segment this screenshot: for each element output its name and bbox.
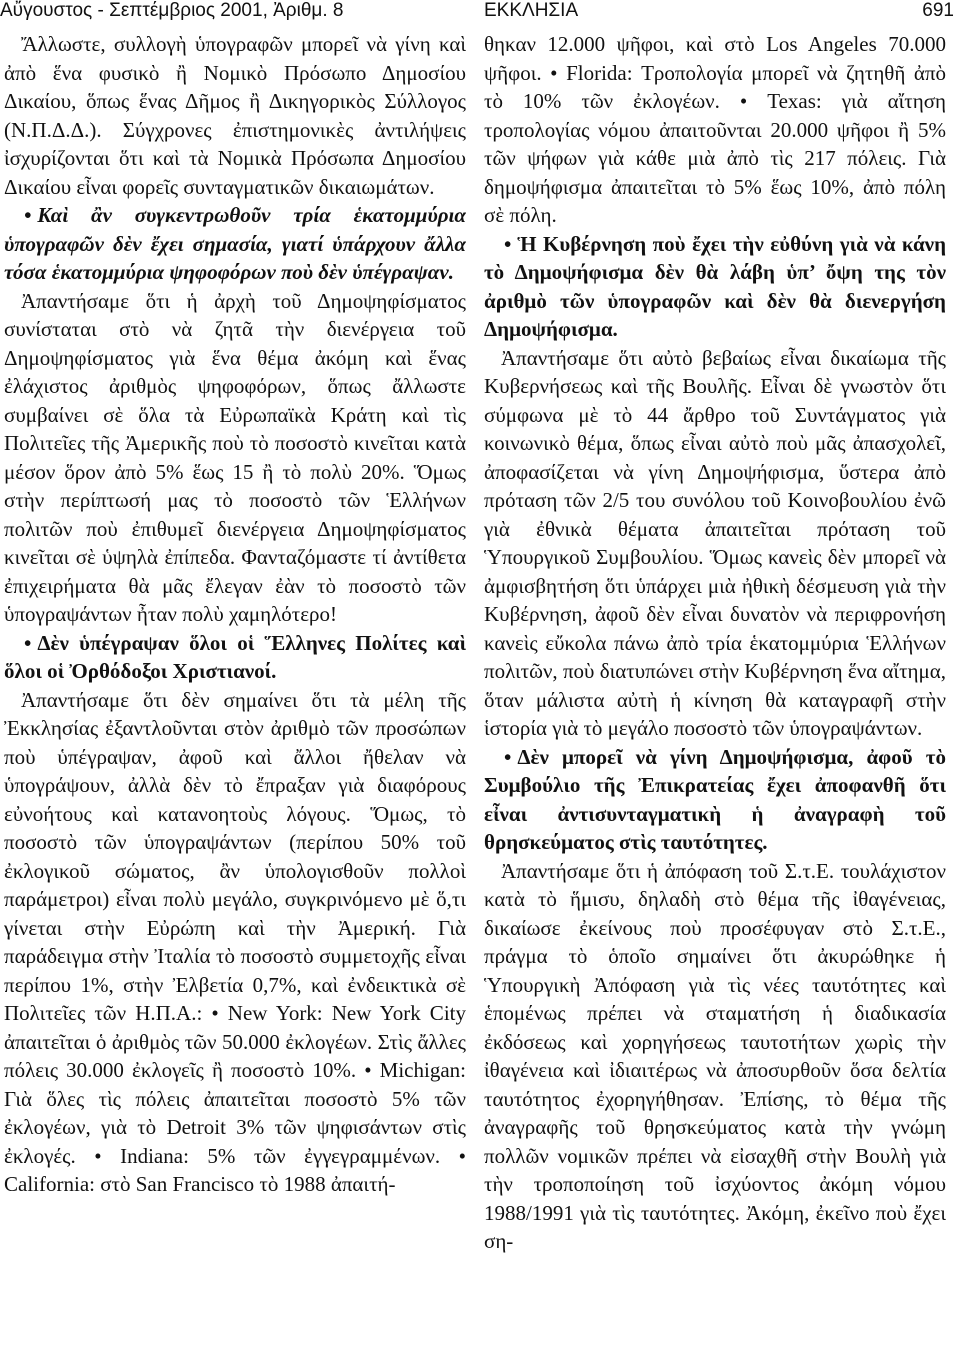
page-number: 691: [922, 0, 954, 21]
bullet-icon: •: [24, 630, 32, 655]
left-question-1: [4, 201, 466, 287]
right-question-1: [484, 230, 946, 344]
right-paragraph-3: Ἀπαντήσαμε ὅτι ἡ ἀπόφαση τοῦ Σ.τ.Ε. τουλάχιστον κατὰ τὸ ἥμισυ, δηλαδὴ στὸ θέμα τῆς ἰθαγένειας, δικαίωσε ἐκείνους ποὺ προσέφυγαν στὸ Σ.τ.Ε., πράγμα τὸ ὁποῖο σημαίνει ὅτι ἀκυρώθηκε ἡ Ὑπουργικὴ Ἀπόφαση γιὰ τὶς νέες ταυτότητες καὶ ἑπομένως πρέπει νὰ σταματήση ἡ διαδικασία ἐκδόσεως καὶ χορηγήσεως ταυτοτήτων χωρὶς τὴν ἰθαγένεια καὶ ἰδιαιτέρως νὰ ἀποσυρθοῦν ὅσα δελτία ταυτότητος ἐχορηγήθησαν. Ἐπίσης, τὸ θέμα τῆς ἀναγραφῆς τοῦ θρησκεύματος κατὰ τὴν γνώμη πολλῶν νομικῶν πρέπει νὰ εἰσαχθῆ στὴν Βουλὴ γιὰ τὴν τροποποίηση τοῦ ἰσχύοντος ἀκόμη νόμου 1988/1991 γιὰ τὶς ταυτότητες. Ἀκόμη, ἐκεῖνο ποὺ ἔχει ση-: [484, 858, 946, 1253]
right-question-2: [484, 743, 946, 857]
bullet-icon: •: [24, 203, 32, 227]
page-header: [0, 0, 960, 26]
right-paragraph-1: θηκαν 12.000 ψῆφοι, καὶ στὸ Los Angeles 70.000 ψῆφοι. • Florida: Τροπολογία μπορεῖ νὰ ζητηθῆ ἀπὸ τὸ 10% τῶν ἐκλογέων. • Texas: γιὰ αἴτηση τροπολογίας νόμου ἀπαιτοῦνται 20.000 ψῆφοι ἢ 5% τῶν ψήφων γιὰ κάθε μιὰ ἀπὸ τὶς 217 πόλεις. Γιὰ δημοψήφισμα ἀπαιτεῖται τὸ 5% ἕως 10%, ἀπὸ πόλη σὲ πόλη.: [484, 32, 946, 227]
left-paragraph-3b: New York: New York City ἀπαιτεῖται ὁ ἀριθμὸς τῶν 50.000 ἐκλογέων. Στὶς ἄλλες πόλεις 30.000 ἐκλογεῖς ἢ ποσοστὸ 10%. • Michigan: Γιὰ ὅλες τὶς πόλεις ἀπαιτεῖται ποσοστὸ 5% τῶν ἐκλογέων, γιὰ τὸ Detroit 3% τῶν ψηφισάντων στὶς ἐκλογές. • Indiana: 5% τῶν ἐγγεγραμμένων. • California: στὸ San Francisco τὸ 1988 ἀπαιτή-: [4, 1001, 466, 1196]
right-question-2-text: Δὲν μπορεῖ νὰ γίνη Δημοψήφισμα, ἀφοῦ τὸ Συμβούλιο τῆς Ἐπικρατείας ἔχει ἀποφανθῆ ὅτι εἶναι ἀντισυνταγματικὴ ἡ ἀναγραφὴ τοῦ θρησκεύματος στὶς ταυτότητες.: [484, 744, 946, 854]
right-question-1-text: Ἡ Κυβέρνηση ποὺ ἔχει τὴν εὐθύνη γιὰ νὰ κάνη τὸ Δημοψήφισμα δὲν θὰ λάβη ὑπ’ ὄψη της τὸν ἀριθμὸ τῶν ὑπογραφῶν καὶ δὲν θὰ διενεργήση Δημοψήφισμα.: [484, 231, 946, 341]
right-column: [484, 30, 946, 1348]
left-paragraph-3: Ἀπαντήσαμε ὅτι δὲν σημαίνει ὅτι τὰ μέλη τῆς Ἐκκλησίας ἐξαντλοῦνται στὸν ἀριθμὸ τῶν προσώπων ποὺ ὑπέγραψαν, ἀφοῦ καὶ ἄλλοι ἤθελαν νὰ ὑπογράψουν, ἀλλὰ δὲν τὸ ἔπραξαν γιὰ διαφόρους εὐνοήτους καὶ κατανοητοὺς λόγους. Ὅμως, τὸ ποσοστὸ τῶν ὑπογραψάντων (περίπου 50% τοῦ ἐκλογικοῦ σώματος, ἂν ὑπολογισθοῦν πολλοὶ παράμετροι) εἶναι πολὺ μεγάλο, συγκρινόμενο μὲ ὅ,τι γίνεται στὴν Εὐρώπη καὶ τὴν Ἀμερική. Γιὰ παράδειγμα στὴν Ἰταλία τὸ ποσοστὸ συμμετοχῆς εἶναι περίπου 1%, στὴν Ἐλβετία 0,7%, καὶ ἐνδεικτικὰ σὲ Πολιτεῖες τῶν Η.Π.Α.: • New York: New York City ἀπαιτεῖται ὁ ἀριθμὸς τῶν 50.000 ἐκλογέων. Στὶς ἄλλες πόλεις 30.000 ἐκλογεῖς ἢ ποσοστὸ 10%. • Michigan: Γιὰ ὅλες τὶς πόλεις ἀπαιτεῖται ποσοστὸ 5% τῶν ἐκλογέων, γιὰ τὸ Detroit 3% τῶν ψηφισάντων στὶς ἐκλογές. • Indiana: 5% τῶν ἐγγεγραμμένων. • California: στὸ San Francisco τὸ 1988 ἀπαιτή-: [4, 687, 466, 1196]
right-paragraph-2: Ἀπαντήσαμε ὅτι αὐτὸ βεβαίως εἶναι δικαίωμα τῆς Κυβερνήσεως καὶ τῆς Βουλῆς. Εἶναι δὲ γνωστὸν ὅτι σύμφωνα μὲ τὸ 44 ἄρθρο τοῦ Συντάγματος γιὰ κοινωνικὸ θέμα, ὅπως εἶναι αὐτὸ ποὺ μᾶς ἀπασχολεῖ, ἀποφασίζεται νὰ γίνη Δημοψήφισμα, ὕστερα ἀπὸ πρόταση τῶν 2/5 του συνόλου τοῦ Κοινοβουλίου ἐνῶ γιὰ ἐθνικὰ θέματα ἀπαιτεῖται πρόταση τοῦ Ὑπουργικοῦ Συμβουλίου. Ὅμως κανεὶς δὲν μπορεῖ νὰ ἀμφισβητήση ὅτι ὑπάρχει μιὰ ἠθικὴ δέσμευση γιὰ τὴν Κυβέρνηση, ἀφοῦ δὲν εἶναι δυνατὸν νὰ περιφρονήση κανεὶς εὔκολα πάνω ἀπὸ τρία ἑκατομμύρια Ἑλλήνων πολιτῶν, ποὺ διατυπώνει στὴν Κυβέρνηση ἕνα αἴτημα, ὅταν μάλιστα αὐτὴ ἡ κίνηση θὰ καταγραφῆ στὴν ἱστορία γιὰ τὸ μεγάλο ποσοστὸ τῶν ὑπογραψάντων.: [484, 345, 946, 740]
bullet-icon: •: [504, 744, 512, 769]
publication-title: ΕΚΚΛΗΣΙΑ: [484, 0, 579, 21]
left-question-2-text: Δὲν ὑπέγραψαν ὅλοι οἱ Ἕλληνες Πολίτες καὶ ὅλοι οἱ Ὀρθόδοξοι Χριστιανοί.: [4, 630, 466, 683]
left-paragraph-3a: Ἀπαντήσαμε ὅτι δὲν σημαίνει ὅτι τὰ μέλη τῆς Ἐκκλησίας ἐξαντλοῦνται στὸν ἀριθμὸ τῶν προσώπων ποὺ ὑπέγραψαν, ἀφοῦ καὶ ἄλλοι ἤθελαν νὰ ὑπογράψουν, ἀλλὰ δὲν τὸ ἔπραξαν γιὰ διαφόρους εὐνοήτους καὶ κατανοητοὺς λόγους. Ὅμως, τὸ ποσοστὸ τῶν ὑπογραψάντων (περίπου 50% τοῦ ἐκλογικοῦ σώματος, ἂν ὑπολογισθοῦν πολλοὶ παράμετροι) εἶναι πολὺ μεγάλο, συγκρινόμενο μὲ ὅ,τι γίνεται στὴν Εὐρώπη καὶ τὴν Ἀμερική. Γιὰ παράδειγμα στὴν Ἰταλία τὸ ποσοστὸ συμμετοχῆς εἶναι περίπου 1%, στὴν Ἐλβετία 0,7%, καὶ ἐνδεικτικὰ σὲ Πολιτεῖες τῶν Η.Π.Α.:: [4, 687, 466, 1025]
left-paragraph-2: Ἀπαντήσαμε ὅτι ἡ ἀρχὴ τοῦ Δημοψηφίσματος συνίσταται στὸ νὰ ζητᾶ τὴν διενέργεια τοῦ Δημοψηφίσματος γιὰ ἕνα θέμα ἀκόμη καὶ ἕνας ἐλάχιστος ἀριθμὸς ψηφοφόρων, ὅπως ἄλλωστε συμβαίνει σὲ ὅλα τὰ Εὐρωπαϊκὰ Κράτη καὶ τὶς Πολιτεῖες τῆς Ἀμερικῆς ποὺ τὸ ποσοστὸ κινεῖται κατὰ μέσον ὅρον ἀπὸ 5% ἕως 15 ἢ τὸ πολὺ 20%. Ὅμως στὴν περίπτωσή μας τὸ ποσοστὸ τῶν Ἑλλήνων πολιτῶν ποὺ ἐπιθυμεῖ διενέργεια Δημοψηφίσματος κινεῖται σὲ ὑψηλὰ ἐπίπεδα. Φανταζόμαστε τί ἀντίθετα ἐπιχειρήματα θὰ μᾶς ἔλεγαν ἐὰν τὸ ποσοστὸ τῶν ὑπογραψάντων ἦταν πολὺ χαμηλότερο!: [4, 288, 466, 626]
left-column: [4, 30, 466, 1348]
left-paragraph-1: Ἄλλωστε, συλλογὴ ὑπογραφῶν μπορεῖ νὰ γίνη καὶ ἀπὸ ἕνα φυσικὸ ἢ Νομικὸ Πρόσωπο Δημοσίου Δικαίου, ὅπως ἕνας Δῆμος ἢ Δικηγορικὸς Σύλλογος (Ν.Π.Δ.Δ.). Σύγχρονες ἐπιστημονικὲς ἀντιλήψεις ἰσχυρίζονται ὅτι καὶ τὰ Νομικὰ Πρόσωπα Δημοσίου Δικαίου εἶναι φορεῖς συνταγματικῶν δικαιωμάτων.: [4, 32, 466, 199]
bullet-icon: •: [504, 231, 512, 256]
issue-info: Αὔγουστος - Σεπτέμβριος 2001, Ἀριθμ. 8: [0, 0, 344, 21]
left-question-1-text: Καὶ ἂν συγκεντρωθοῦν τρία ἑκατομμύρια ὑπογραφῶν δὲν ἔχει σημασία, γιατί ὑπάρχουν ἄλλα τόσα ἑκατομμύρια ψηφοφόρων ποὺ δὲν ὑπέγραψαν.: [4, 203, 466, 284]
left-question-2: [4, 629, 466, 686]
